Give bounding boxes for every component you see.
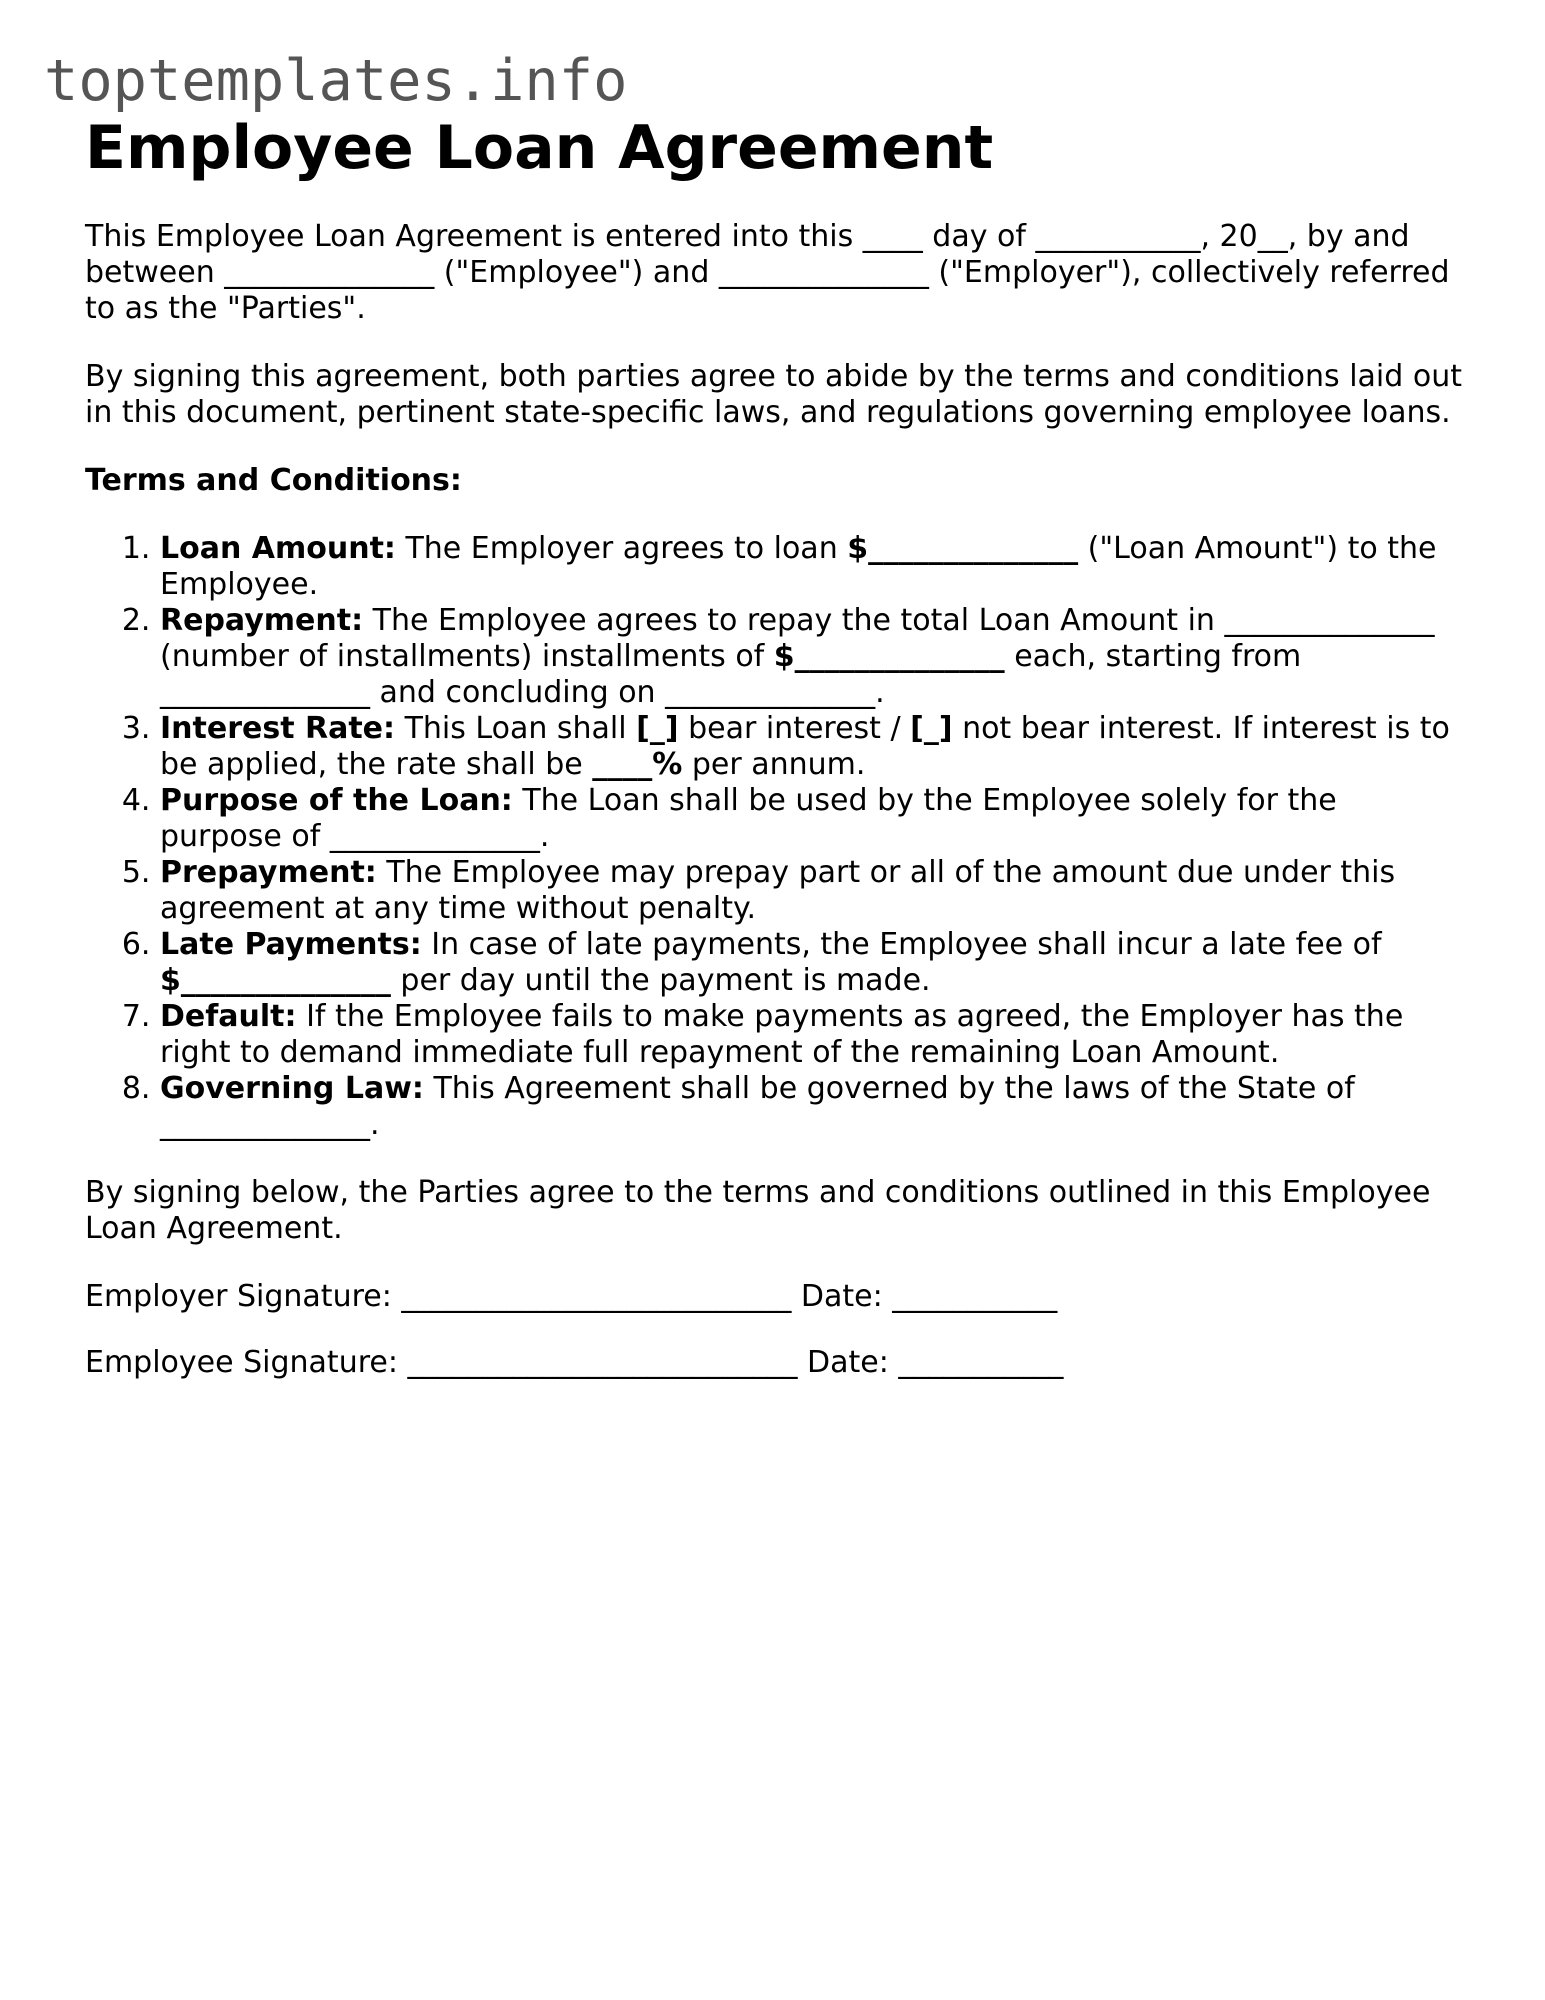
term-blank-field: ____% xyxy=(592,747,683,782)
term-label: Purpose of the Loan: xyxy=(160,783,513,818)
term-text: not bear interest. If interest is to be applied, the rate shall be xyxy=(160,711,1450,782)
terms-heading: Terms and Conditions: xyxy=(85,463,462,498)
term-blank-field: $______________ xyxy=(847,531,1079,566)
term-text: each, starting from ______________ and concluding on ______________. xyxy=(160,639,1302,710)
term-item xyxy=(160,999,1465,1071)
term-text: If the Employee fails to make payments as agreed, the Employer has the right to demand immediate full repayment of the remaining Loan Amount. xyxy=(160,999,1404,1070)
term-text: ("Loan Amount") to the Employee. xyxy=(160,531,1437,602)
term-label: Repayment: xyxy=(160,603,364,638)
term-item xyxy=(160,603,1465,711)
term-label: Loan Amount: xyxy=(160,531,396,566)
term-blank-field: $______________ xyxy=(773,639,1005,674)
term-label: Default: xyxy=(160,999,297,1034)
term-label: Prepayment: xyxy=(160,855,377,890)
term-blank-field: $______________ xyxy=(160,963,391,998)
term-text: The Employee agrees to repay the total Loan Amount in ______________ (number of installments) installments of xyxy=(160,603,1435,674)
term-item xyxy=(160,927,1465,999)
term-text: The Loan shall be used by the Employee solely for the purpose of ______________. xyxy=(160,783,1337,854)
term-text: bear interest / xyxy=(678,711,911,746)
term-label: Interest Rate: xyxy=(160,711,396,746)
term-text: In case of late payments, the Employee shall incur a late fee of xyxy=(421,927,1382,962)
closing-paragraph: By signing below, the Parties agree to the terms and conditions outlined in this Employee Loan Agreement. xyxy=(85,1175,1431,1246)
watermark: toptemplates.info xyxy=(44,48,628,114)
term-item xyxy=(160,855,1465,927)
term-text: per annum. xyxy=(682,747,866,782)
term-text: per day until the payment is made. xyxy=(390,963,931,998)
term-item xyxy=(160,531,1465,603)
term-item xyxy=(160,783,1465,855)
term-text: This Loan shall xyxy=(395,711,637,746)
document-title: Employee Loan Agreement xyxy=(85,113,994,183)
terms-list xyxy=(85,531,1465,1143)
employee-signature-line: Employee Signature: __________________________ Date: ___________ xyxy=(85,1345,1064,1380)
employer-signature-line: Employer Signature: __________________________ Date: ___________ xyxy=(85,1279,1058,1314)
intro-paragraph: This Employee Loan Agreement is entered into this ____ day of ___________, 20__, by and between ______________ ("Employee") and ______________ ("Employer"), collectively referred to as the "Parties". xyxy=(85,219,1450,326)
term-blank-field: [_] xyxy=(636,711,679,746)
term-text: The Employee may prepay part or all of the amount due under this agreement at any time without penalty. xyxy=(160,855,1396,926)
term-item xyxy=(160,1071,1465,1143)
term-label: Governing Law: xyxy=(160,1071,424,1106)
document-page xyxy=(85,108,1465,1381)
term-item xyxy=(160,711,1465,783)
agreement-paragraph: By signing this agreement, both parties agree to abide by the terms and conditions laid out in this document, pertinent state-specific laws, and regulations governing employee loans. xyxy=(85,359,1462,430)
term-label: Late Payments: xyxy=(160,927,422,962)
term-text: The Employer agrees to loan xyxy=(395,531,848,566)
term-text: This Agreement shall be governed by the laws of the State of ______________. xyxy=(160,1071,1355,1142)
term-blank-field: [_] xyxy=(910,711,953,746)
